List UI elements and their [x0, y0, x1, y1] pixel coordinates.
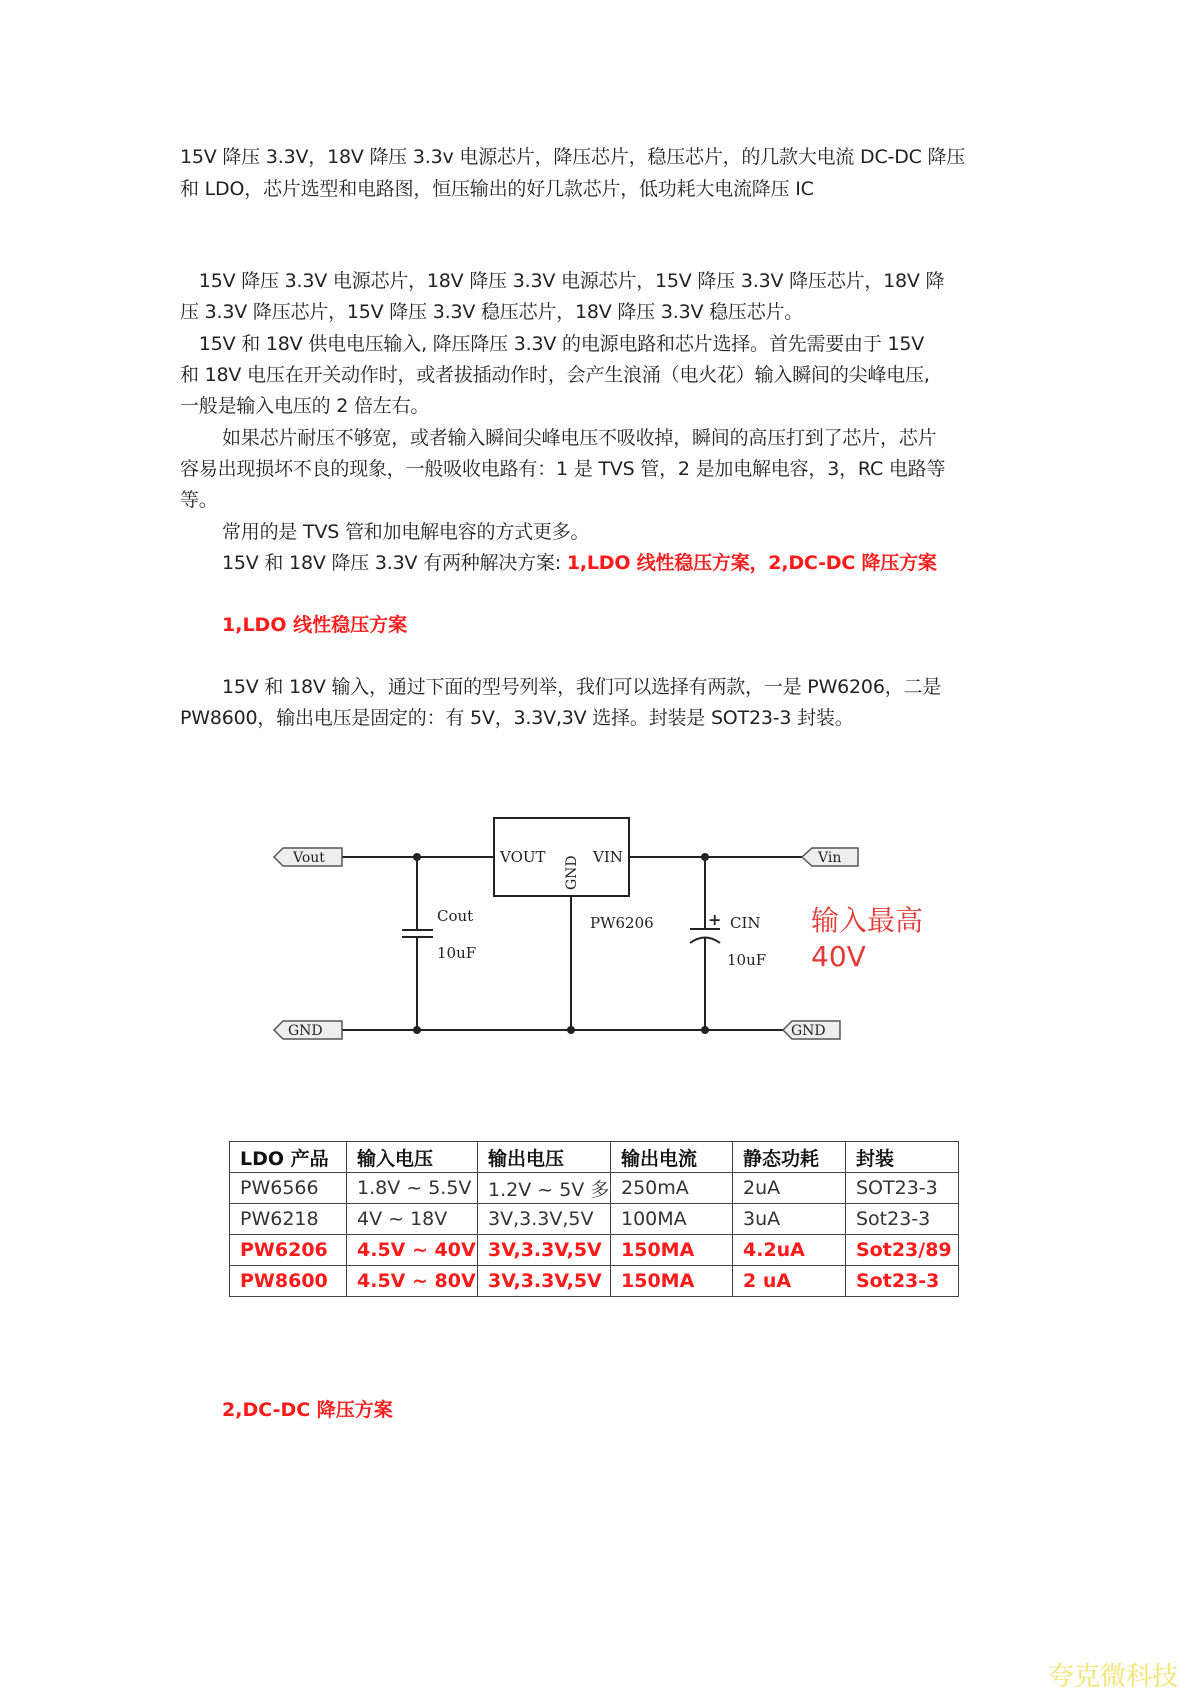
chip-name: PW6206 — [590, 914, 654, 932]
ldo-product-table — [229, 1141, 959, 1297]
doc-title-line-2: 和 LDO，芯片选型和电路图，恒压输出的好几款芯片，低功耗大电流降压 IC — [180, 178, 814, 200]
paragraph-6-line-1: 15V 和 18V 输入，通过下面的型号列举，我们可以选择有两款，一是 PW6206，二是 — [222, 676, 942, 698]
port-gnd-right-label: GND — [791, 1023, 826, 1039]
cell: PW8600 — [230, 1266, 347, 1297]
cell: 100MA — [611, 1204, 733, 1235]
header-product: LDO 产品 — [230, 1142, 347, 1173]
cell: Sot23-3 — [846, 1204, 959, 1235]
cell: 1.2V ~ 5V 多 — [478, 1173, 611, 1204]
cell: 3uA — [733, 1204, 846, 1235]
cell: 3V,3.3V,5V — [478, 1235, 611, 1266]
cin-value: 10uF — [727, 951, 767, 969]
junction-dot — [567, 1026, 575, 1034]
port-gnd-left-label: GND — [288, 1023, 323, 1039]
port-vout-label: Vout — [293, 850, 325, 866]
paragraph-2-line-2: 和 18V 电压在开关动作时，或者拔插动作时，会产生浪涌（电火花）输入瞬间的尖峰电压, — [180, 364, 930, 386]
paragraph-3-line-1: 如果芯片耐压不够宽，或者输入瞬间尖峰电压不吸收掉，瞬间的高压打到了芯片，芯片 — [222, 427, 937, 449]
cout-label: Cout — [437, 907, 474, 925]
cell: 4V ~ 18V — [347, 1204, 478, 1235]
paragraph-1-line-1: 15V 降压 3.3V 电源芯片，18V 降压 3.3V 电源芯片，15V 降压 3.3V 降压芯片，18V 降 — [180, 270, 945, 292]
table-header-row — [230, 1142, 959, 1173]
watermark: 夸克微科技 — [1048, 1662, 1179, 1692]
paragraph-5-text: 15V 和 18V 降压 3.3V 有两种解决方案: — [222, 552, 567, 574]
paragraph-3-line-2: 容易出现损坏不良的现象，一般吸收电路有：1 是 TVS 管，2 是加电解电容，3，RC 电路等 — [180, 458, 946, 480]
paragraph-1-line-2: 压 3.3V 降压芯片，15V 降压 3.3V 稳压芯片，18V 降压 3.3V 稳压芯片。 — [180, 301, 804, 323]
heading-ldo: 1,LDO 线性稳压方案 — [222, 614, 408, 636]
cell: 250mA — [611, 1173, 733, 1204]
heading-dcdc: 2,DC-DC 降压方案 — [222, 1399, 393, 1421]
junction-dot — [413, 853, 421, 861]
chip-pin-gnd: GND — [564, 855, 580, 890]
table-row-highlighted — [230, 1266, 959, 1297]
cell: 4.5V ~ 80V — [347, 1266, 478, 1297]
cell: 150MA — [611, 1266, 733, 1297]
cell: 3V,3.3V,5V — [478, 1204, 611, 1235]
cout-value: 10uF — [437, 944, 477, 962]
header-output-current: 输出电流 — [611, 1142, 733, 1173]
doc-title-line-1: 15V 降压 3.3V，18V 降压 3.3v 电源芯片，降压芯片，稳压芯片，的几款大电流 DC-DC 降压 — [180, 146, 966, 168]
cell: PW6218 — [230, 1204, 347, 1235]
header-quiescent-power: 静态功耗 — [733, 1142, 846, 1173]
paragraph-5-highlight: 1,LDO 线性稳压方案，2,DC-DC 降压方案 — [566, 552, 937, 574]
chip-pin-vin: VIN — [593, 848, 623, 866]
header-package: 封装 — [846, 1142, 959, 1173]
table-row-highlighted — [230, 1235, 959, 1266]
cell: 150MA — [611, 1235, 733, 1266]
paragraph-4: 常用的是 TVS 管和加电解电容的方式更多。 — [222, 521, 590, 543]
cell: 2uA — [733, 1173, 846, 1204]
header-input-voltage: 输入电压 — [347, 1142, 478, 1173]
cell: PW6206 — [230, 1235, 347, 1266]
cell: Sot23-3 — [846, 1266, 959, 1297]
junction-dot — [701, 853, 709, 861]
paragraph-3-line-3: 等。 — [180, 489, 218, 511]
cell: 2 uA — [733, 1266, 846, 1297]
cell: 1.8V ~ 5.5V — [347, 1173, 478, 1204]
annotation-max-input-line-1: 输入最高 — [811, 904, 924, 937]
chip-pin-vout: VOUT — [500, 848, 546, 866]
port-vin-label: Vin — [818, 850, 842, 866]
cell: PW6566 — [230, 1173, 347, 1204]
cell: SOT23-3 — [846, 1173, 959, 1204]
cin-polarity-mark: + — [708, 910, 722, 929]
cell: 4.5V ~ 40V — [347, 1235, 478, 1266]
table-row — [230, 1173, 959, 1204]
paragraph-2-line-3: 一般是输入电压的 2 倍左右。 — [180, 395, 430, 417]
header-output-voltage: 输出电压 — [478, 1142, 611, 1173]
junction-dot — [701, 1026, 709, 1034]
cell: Sot23/89 — [846, 1235, 959, 1266]
cin-label: CIN — [730, 914, 761, 932]
cell: 4.2uA — [733, 1235, 846, 1266]
paragraph-6-line-2: PW8600，输出电压是固定的：有 5V，3.3V,3V 选择。封装是 SOT23-3 封装。 — [180, 707, 854, 729]
paragraph-2-line-1: 15V 和 18V 供电电压输入, 降压降压 3.3V 的电源电路和芯片选择。首先需要由于 15V — [180, 333, 925, 355]
table-row — [230, 1204, 959, 1235]
cell: 3V,3.3V,5V — [478, 1266, 611, 1297]
annotation-max-input-line-2: 40V — [811, 940, 866, 973]
junction-dot — [413, 1026, 421, 1034]
